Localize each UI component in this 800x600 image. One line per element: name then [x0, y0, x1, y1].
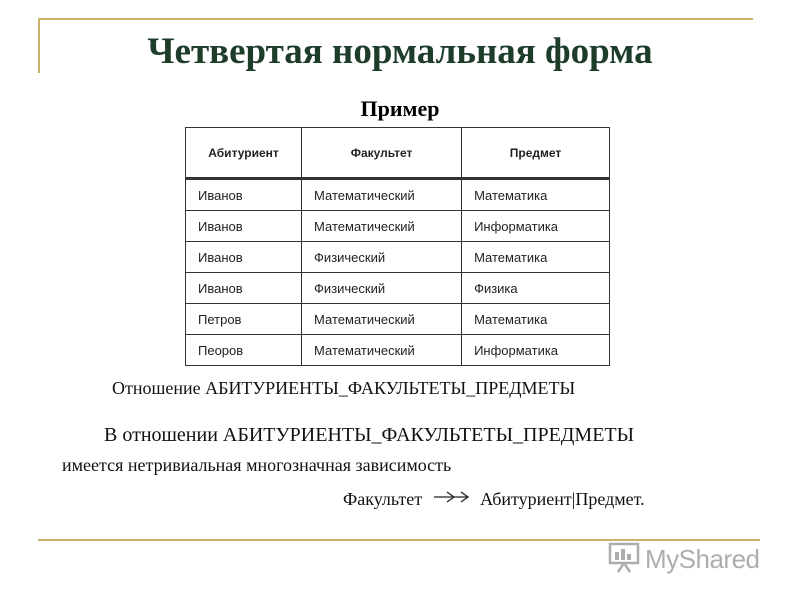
column-header-faculty: Факультет: [302, 128, 462, 179]
table-cell: Информатика: [462, 335, 610, 366]
table-cell: Иванов: [186, 211, 302, 242]
table-caption: Отношение АБИТУРИЕНТЫ_ФАКУЛЬТЕТЫ_ПРЕДМЕТЫ: [112, 378, 576, 398]
table-cell: Иванов: [186, 179, 302, 211]
relation-table: [185, 127, 610, 366]
column-header-subject: Предмет: [462, 128, 610, 179]
table-cell: Иванов: [186, 242, 302, 273]
paragraph-line-1: В отношении АБИТУРИЕНТЫ_ФАКУЛЬТЕТЫ_ПРЕДМЕТЫ: [104, 424, 635, 446]
double-arrow-icon: [432, 489, 472, 510]
table-cell: Физический: [302, 273, 462, 304]
table-cell: Математический: [302, 304, 462, 335]
table-cell: Математика: [462, 242, 610, 273]
slide-title: Четвертая нормальная форма: [147, 31, 653, 72]
table-cell: Физика: [462, 273, 610, 304]
table-cell: Математика: [462, 179, 610, 211]
table-cell: Математический: [302, 211, 462, 242]
multivalued-dependency: [343, 489, 645, 510]
table-cell: Пеоров: [186, 335, 302, 366]
paragraph-line-2: имеется нетривиальная многозначная зависимость: [62, 455, 452, 475]
presentation-board-icon: [607, 540, 641, 579]
table-cell: Физический: [302, 242, 462, 273]
table-cell: Петров: [186, 304, 302, 335]
table-row: [186, 304, 610, 335]
table-cell: Математический: [302, 335, 462, 366]
table-cell: Информатика: [462, 211, 610, 242]
table-row: [186, 211, 610, 242]
table-cell: Математика: [462, 304, 610, 335]
table-cell: Иванов: [186, 273, 302, 304]
column-header-applicant: Абитуриент: [186, 128, 302, 179]
dependency-left: Факультет: [343, 489, 423, 509]
table-row: [186, 242, 610, 273]
table-cell: Математический: [302, 179, 462, 211]
watermark-text: MyShared: [645, 544, 760, 574]
dependency-right: Абитуриент|Предмет.: [480, 489, 645, 509]
table-header-row: [186, 128, 610, 179]
table-row: [186, 273, 610, 304]
watermark: [607, 540, 760, 579]
table-row: [186, 179, 610, 211]
frame-top-line: [38, 18, 753, 20]
slide-subtitle: Пример: [360, 96, 440, 121]
table-row: [186, 335, 610, 366]
